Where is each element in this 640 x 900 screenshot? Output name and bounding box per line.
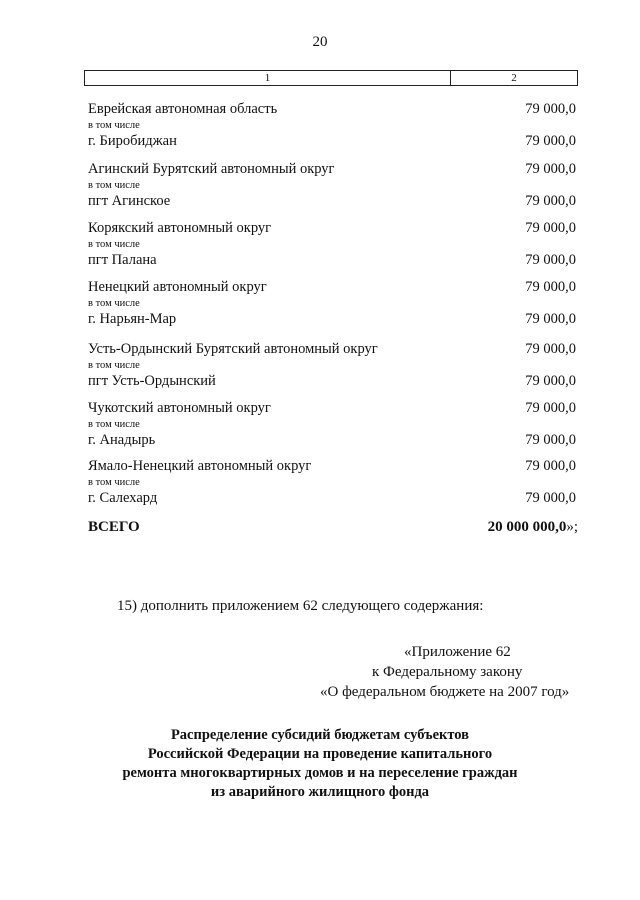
total-row (88, 519, 578, 536)
city-value: 79 000,0 (525, 311, 576, 327)
appendix-line3: «О федеральном бюджете на 2007 год» (320, 684, 570, 700)
city-name: г. Салехард (88, 490, 158, 506)
city-row (88, 432, 576, 449)
sub-label: в том числе (88, 419, 140, 430)
total-value: 20 000 000,0 (487, 519, 567, 535)
appendix-heading (300, 642, 580, 702)
region-row (88, 341, 576, 358)
region-value: 79 000,0 (525, 220, 576, 236)
title-line: из аварийного жилищного фонда (210, 784, 430, 800)
region-name: Агинский Бурятский автономный округ (88, 161, 335, 177)
region-group (88, 161, 576, 219)
city-row (88, 311, 576, 328)
title-line: Распределение субсидий бюджетам субъектов (170, 727, 470, 743)
city-row (88, 252, 576, 269)
region-value: 79 000,0 (525, 400, 576, 416)
region-row (88, 279, 576, 296)
city-value: 79 000,0 (525, 133, 576, 149)
region-row (88, 458, 576, 475)
city-name: г. Анадырь (88, 432, 156, 448)
region-value: 79 000,0 (525, 161, 576, 177)
city-row (88, 133, 576, 150)
region-row (88, 161, 576, 178)
city-name: пгт Агинское (88, 193, 171, 209)
region-row (88, 400, 576, 417)
region-value: 79 000,0 (525, 341, 576, 357)
city-value: 79 000,0 (525, 432, 576, 448)
page-number: 20 (312, 34, 328, 50)
title-line: Российской Федерации на проведение капитального (147, 746, 493, 762)
sub-label: в том числе (88, 298, 140, 309)
city-name: г. Биробиджан (88, 133, 177, 149)
table-header (84, 70, 578, 86)
appendix-line1: «Приложение 62 (404, 644, 511, 660)
appendix-line2: к Федеральному закону (372, 664, 523, 680)
region-group (88, 279, 576, 337)
sub-label: в том числе (88, 360, 140, 371)
city-row (88, 490, 576, 507)
document-title (0, 726, 640, 802)
city-row (88, 193, 576, 210)
region-row (88, 220, 576, 237)
city-value: 79 000,0 (525, 490, 576, 506)
city-name: пгт Усть-Ордынский (88, 373, 216, 389)
total-value-wrap (488, 519, 578, 536)
sub-label: в том числе (88, 180, 140, 191)
region-group (88, 400, 576, 458)
region-row (88, 101, 576, 118)
region-value: 79 000,0 (525, 458, 576, 474)
region-name: Еврейская автономная область (88, 101, 278, 117)
total-label: ВСЕГО (88, 519, 140, 535)
city-row (88, 373, 576, 390)
region-name: Усть-Ордынский Бурятский автономный округ (88, 341, 378, 357)
city-name: пгт Палана (88, 252, 157, 268)
city-name: г. Нарьян-Мар (88, 311, 177, 327)
region-value: 79 000,0 (525, 279, 576, 295)
region-name: Корякский автономный округ (88, 220, 272, 236)
sub-label: в том числе (88, 239, 140, 250)
region-name: Ямало-Ненецкий автономный округ (88, 458, 312, 474)
table-header-col1: 1 (85, 71, 451, 85)
city-value: 79 000,0 (525, 193, 576, 209)
city-value: 79 000,0 (525, 373, 576, 389)
instruction-text: 15) дополнить приложением 62 следующего содержания: (117, 598, 484, 614)
table-header-col2: 2 (511, 72, 517, 84)
region-group (88, 341, 576, 399)
region-group (88, 101, 576, 159)
sub-label: в том числе (88, 120, 140, 131)
region-name: Чукотский автономный округ (88, 400, 271, 416)
sub-label: в том числе (88, 477, 140, 488)
city-value: 79 000,0 (525, 252, 576, 268)
region-value: 79 000,0 (525, 101, 576, 117)
region-group (88, 458, 576, 516)
region-group (88, 220, 576, 278)
region-name: Ненецкий автономный округ (88, 279, 267, 295)
total-value-tail: »; (566, 519, 578, 535)
title-line: ремонта многоквартирных домов и на переселение граждан (122, 765, 518, 781)
